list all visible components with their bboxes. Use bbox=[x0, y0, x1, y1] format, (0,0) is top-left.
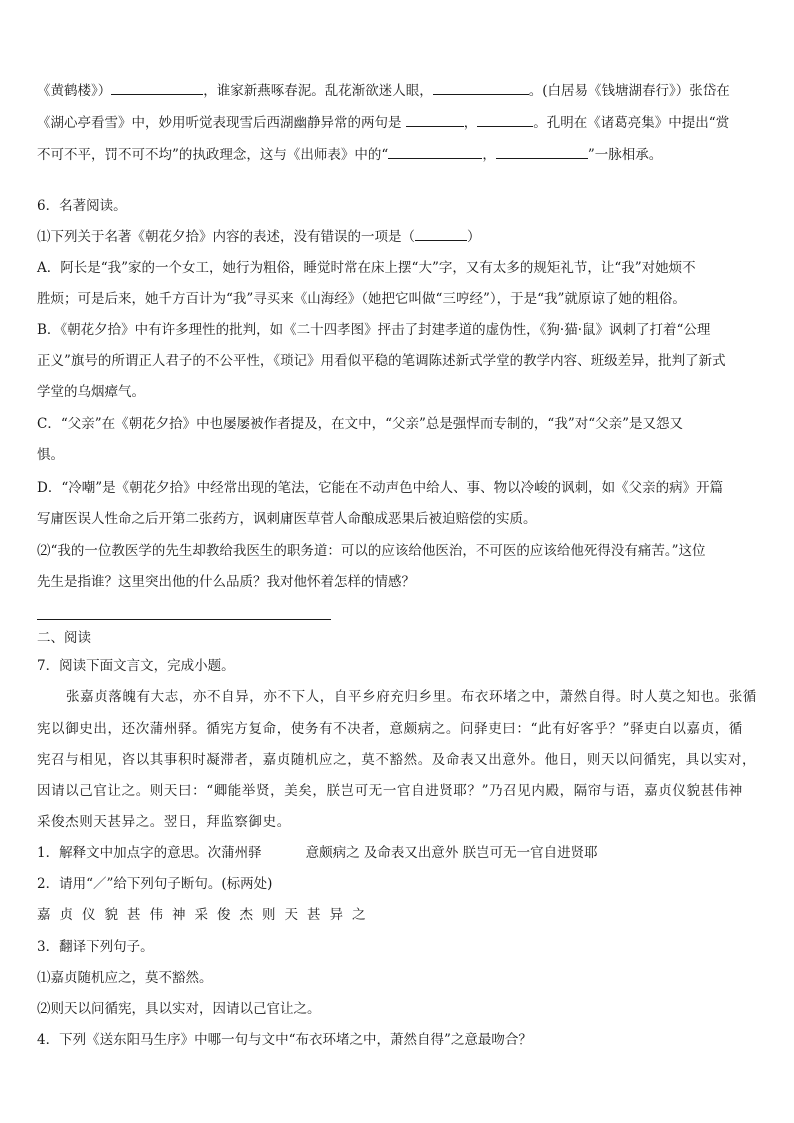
text-segment: 《湖心亭看雪》中，妙用听觉表现雪后西湖幽静异常的两句是 bbox=[37, 115, 402, 131]
poetry-fill-line-2 bbox=[37, 112, 759, 133]
poetry-fill-line-1 bbox=[37, 80, 759, 101]
answer-blank[interactable] bbox=[406, 112, 464, 127]
q6-option-a-line2: 胜烦；可是后来，她千方百计为“我”寻买来《山海经》（她把它叫做“三哼经”），于是“我”就原谅了她的粗俗。 bbox=[37, 291, 686, 307]
answer-blank[interactable] bbox=[415, 226, 467, 241]
text-segment: 1．解释文中加点字的意思。次蒲州驿 bbox=[37, 845, 262, 861]
q6-option-d-line2: 写庸医误人性命之后开第二张药方，讽刺庸医草菅人命酿成恶果后被迫赔偿的实质。 bbox=[37, 511, 537, 527]
text-segment: 意颇病之 及命表又出意外 朕岂可无一官自进贤耶 bbox=[305, 845, 598, 861]
q6-option-d-line1: D．“冷嘲”是《朝花夕拾》中经常出现的笔法，它能在不动声色中给人、事、物以冷峻的讽刺，如《父亲的病》开篇 bbox=[37, 480, 724, 496]
q6-option-a-line1: A．阿长是“我”家的一个女工，她行为粗俗，睡觉时常在床上摆“大”字，又有太多的规矩礼节，让“我”对她烦不 bbox=[37, 260, 696, 276]
q6-option-b-line2: 正义”旗号的所谓正人君子的不公平性，《琐记》用看似平稳的笔调陈述新式学堂的教学内容、班级差异，批判了新式 bbox=[37, 353, 726, 369]
q6-sub1 bbox=[37, 226, 759, 247]
text-segment: ”一脉相承。 bbox=[587, 147, 663, 163]
sub-question-4: 4．下列《送东阳马生序》中哪一句与文中“布衣环堵之中，萧然自得”之意最吻合？ bbox=[37, 1032, 532, 1048]
answer-blank[interactable] bbox=[496, 144, 588, 159]
text-segment: 。(白居易《钱塘湖春行》）张岱在 bbox=[528, 83, 730, 99]
text-segment: ⑴下列关于名著《朝花夕拾》内容的表述，没有错误的一项是（ bbox=[37, 229, 415, 245]
sub-question-3: 3．翻译下列句子。 bbox=[37, 939, 154, 955]
text-segment: 《黄鹤楼》） bbox=[37, 83, 112, 99]
text-segment: 。孔明在《诸葛亮集》中提出“赏 bbox=[533, 115, 730, 131]
q6-option-c-line1: C．“父亲”在《朝花夕拾》中也屡屡被作者提及，在文中，“父亲”总是强悍而专制的，“我”对“父亲”是又怨又 bbox=[37, 416, 684, 432]
q7-title: 7．阅读下面文言文，完成小题。 bbox=[37, 658, 235, 674]
text-segment: ，谁家新燕啄春泥。乱花渐欲迷人眼， bbox=[203, 83, 433, 99]
q6-title: 6．名著阅读。 bbox=[37, 198, 127, 214]
answer-blank[interactable] bbox=[388, 144, 482, 159]
section-title: 二、阅读 bbox=[37, 630, 91, 646]
answer-blank[interactable] bbox=[111, 80, 203, 95]
q6-sub2-line2: 先生是指谁？这里突出他的什么品质？我对他怀着怎样的情感？ bbox=[37, 574, 415, 590]
text-segment: 不可不平，罚不可不均”的执政理念，这与《出师表》中的“ bbox=[37, 147, 389, 163]
passage-line-4: 因请以己官让之。则天曰：“卿能举贤，美矣，朕岂可无一官自进贤耶？”乃召见内殿，隔帘与语，嘉贞仪貌甚伟神 bbox=[37, 783, 743, 799]
q6-option-b-line3: 学堂的乌烟瘴气。 bbox=[37, 384, 145, 400]
answer-blank[interactable] bbox=[477, 112, 533, 127]
text-segment: ， bbox=[463, 115, 478, 131]
passage-line-1: 张嘉贞落魄有大志，亦不自异，亦不下人，自平乡府充归乡里。布衣环堵之中，萧然自得。时人莫之知也。张循 bbox=[66, 689, 757, 705]
answer-line[interactable] bbox=[37, 619, 331, 620]
text-segment: ） bbox=[467, 229, 481, 245]
punctuation-sentence: 嘉贞仪貌甚伟神采俊杰则天甚异之 bbox=[37, 907, 375, 923]
sub-question-2: 2．请用“／”给下列句子断句。(标两处) bbox=[37, 876, 273, 892]
q6-option-b-line1: B．《朝花夕拾》中有许多理性的批判，如《二十四孝图》抨击了封建孝道的虚伪性，《狗·猫·鼠》讽刺了打着“公理 bbox=[37, 322, 711, 338]
passage-line-2: 宪以御史出，还次蒲州驿。循宪方复命，使务有不决者，意颇病之。问驿吏曰：“此有好客乎？”驿吏白以嘉贞，循 bbox=[37, 721, 743, 737]
passage-line-3: 宪召与相见，咨以其事积时凝滞者，嘉贞随机应之，莫不豁然。及命表又出意外。他日，则天以问循宪，具以实对， bbox=[37, 752, 757, 768]
answer-blank[interactable] bbox=[433, 80, 529, 95]
translate-item-1: ⑴嘉贞随机应之，莫不豁然。 bbox=[37, 970, 213, 986]
q6-sub2-line1: ⑵“我的一位教医学的先生却教给我医生的职务道：可以的应该给他医治，不可医的应该给他死得没有痛苦。”这位 bbox=[37, 543, 706, 559]
q6-option-c-line2: 惧。 bbox=[37, 447, 64, 463]
text-segment: ， bbox=[482, 147, 496, 163]
sub-question-1 bbox=[37, 843, 759, 863]
translate-item-2: ⑵则天以问循宪，具以实对，因请以己官让之。 bbox=[37, 1001, 321, 1017]
poetry-fill-line-3 bbox=[37, 144, 759, 165]
passage-line-5: 采俊杰则天甚异之。翌日，拜监察御史。 bbox=[37, 814, 291, 830]
